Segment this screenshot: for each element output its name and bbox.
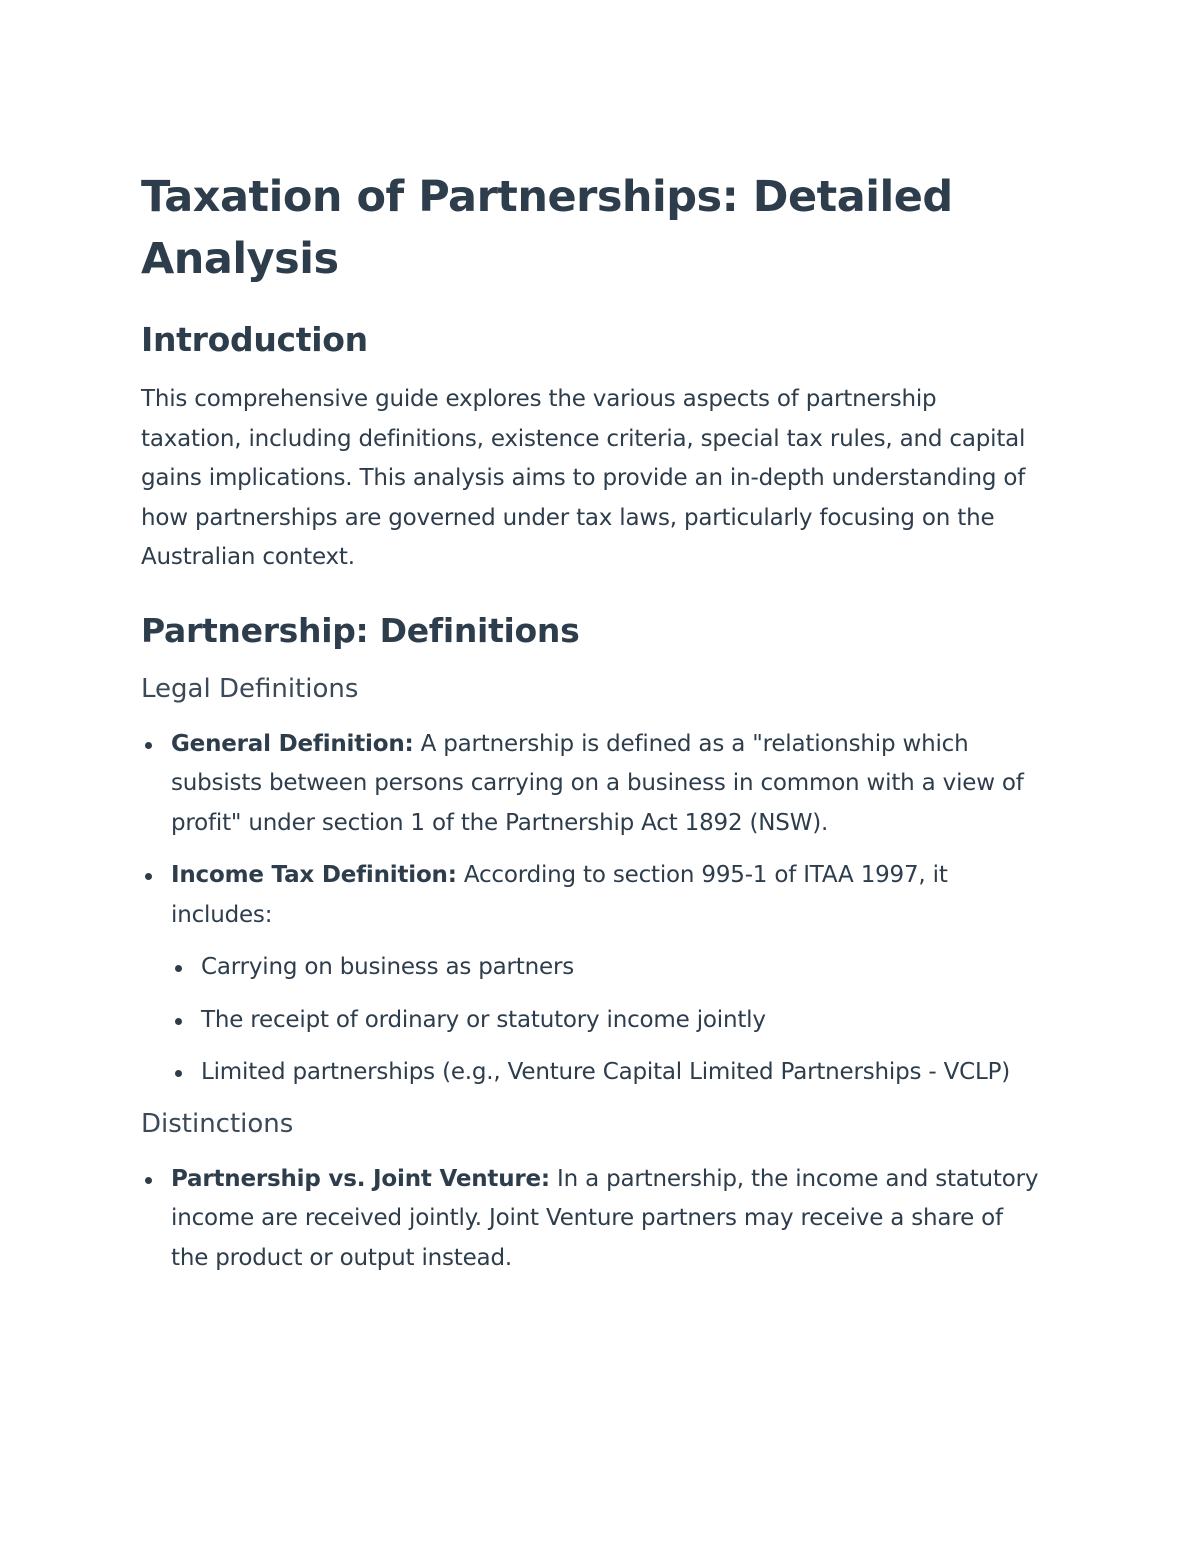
list-item-text: In a partnership, the income and statutory income are received jointly. Joint Venture partners may receive a share of the product or output instead. [171,1165,1039,1271]
distinctions-list [141,1160,1041,1279]
document-title: Taxation of Partnerships: Detailed Analysis [141,172,953,284]
list-item-income-tax-definition [141,856,1041,1093]
list-item-text: A partnership is defined as a "relationship which subsists between persons carrying on a business in common with a view of profit" under section 1 of the Partnership Act 1892 (NSW). [171,730,1024,836]
income-tax-sublist [171,948,1041,1093]
list-item-partnership-vs-joint-venture [141,1160,1041,1279]
introduction-paragraph: This comprehensive guide explores the various aspects of partnership taxation, including definitions, existence criteria, special tax rules, and capital gains implications. This analysis aims to provide an in-depth understanding of how partnerships are governed under tax laws, particularly focusing on the Australian context. [141,386,1026,570]
introduction-section [141,318,1041,578]
distinctions-heading: Distinctions [141,1108,294,1139]
definitions-section [141,609,1041,1279]
legal-definitions-list [141,725,1041,1093]
list-item-term: Income Tax Definition: [171,862,457,888]
legal-definitions-heading: Legal Definitions [141,673,359,704]
sublist-item: Carrying on business as partners [171,948,1041,988]
list-item-term: General Definition: [171,730,414,757]
sublist-item: Limited partnerships (e.g., Venture Capital Limited Partnerships - VCLP) [171,1053,1041,1093]
list-item-general-definition [141,725,1041,844]
sublist-item: The receipt of ordinary or statutory income jointly [171,1001,1041,1041]
introduction-heading: Introduction [141,320,368,359]
definitions-heading: Partnership: Definitions [141,610,580,650]
list-item-text: According to section 995-1 of ITAA 1997, it includes: [171,862,948,928]
list-item-term: Partnership vs. Joint Venture: [171,1165,550,1192]
document-page [141,166,1041,1291]
